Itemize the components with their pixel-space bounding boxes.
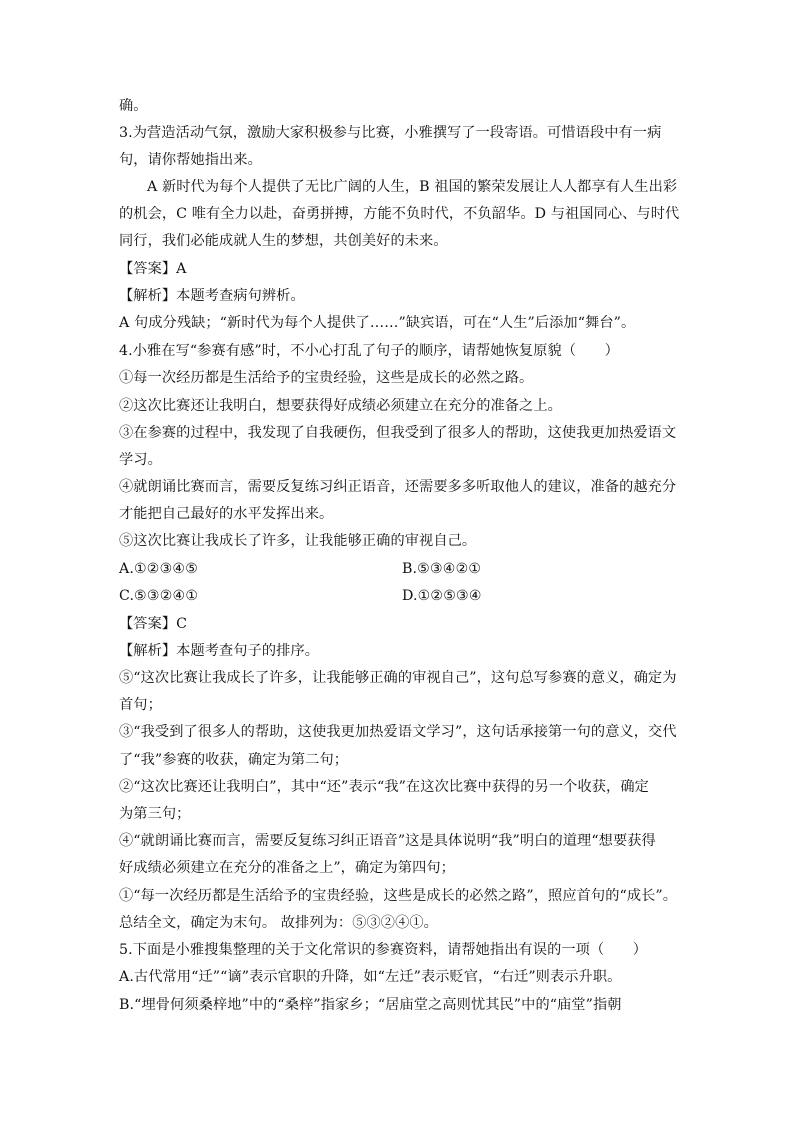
question-5-stem: 5.下面是小雅搜集整理的关于文化常识的参赛资料，请帮她指出有误的一项（ ） xyxy=(119,942,648,958)
passage-line: 的机会，C 唯有全力以赴，奋勇拼搏，方能不负时代，不负韶华。D 与祖国同心、与时代 xyxy=(119,206,680,222)
analysis-text: 好成绩必须建立在充分的准备之上”，确定为第四句； xyxy=(119,860,455,876)
option-text: B.“埋骨何须桑梓地”中的“桑梓”指家乡；“居庙堂之高则忧其民”中的“庙堂”指朝 xyxy=(119,997,622,1013)
option-a: A.①②③④⑤ xyxy=(119,561,199,577)
text-line: 句，请你帮她指出来。 xyxy=(119,152,262,168)
analysis-text: ④“就朗诵比赛而言，需要反复练习纠正语音”这是具体说明“我”明白的道理“想要获得 xyxy=(119,833,656,849)
option-row xyxy=(119,560,482,578)
question-4-stem: 4.小雅在写“参赛有感”时，不小心打乱了句子的顺序，请帮她恢复原貌（ ） xyxy=(119,343,619,359)
sentence-item: ②这次比赛还让我明白，想要获得好成绩必须建立在充分的准备之上。 xyxy=(119,398,562,414)
analysis-text: A 句成分残缺；“新时代为每个人提供了……”缺宾语，可在“人生”后添加“舞台”。 xyxy=(119,315,636,331)
analysis-text: ⑤“这次比赛让我成长了许多，让我能够正确的审视自己”，这句总写参赛的意义，确定为 xyxy=(119,670,677,686)
analysis-text: 了“我”参赛的收获，确定为第二句； xyxy=(119,752,349,768)
passage-line: A 新时代为每个人提供了无比广阔的人生，B 祖国的繁荣发展让人人都享有人生出彩 xyxy=(147,179,678,195)
option-row xyxy=(119,587,482,605)
text-line: 确。 xyxy=(119,98,148,114)
sentence-item: ⑤这次比赛让我成长了许多，让我能够正确的审视自己。 xyxy=(119,533,477,549)
sentence-item: ③在参赛的过程中，我发现了自我硬伤，但我受到了很多人的帮助，这使我更加热爱语文 xyxy=(119,425,677,441)
analysis-text: 首句； xyxy=(119,697,162,713)
option-c: C.⑤③②④① xyxy=(119,588,199,604)
option-d: D.①②⑤③④ xyxy=(402,588,482,604)
analysis-text: ①“每一次经历都是生活给予的宝贵经验，这些是成长的必然之路”，照应首句的“成长”。 xyxy=(119,888,678,904)
question-3-stem: 3.为营造活动气氛，激励大家积极参与比赛，小雅撰写了一段寄语。可惜语段中有一病 xyxy=(119,125,662,141)
sentence-item: ①每一次经历都是生活给予的宝贵经验，这些是成长的必然之路。 xyxy=(119,370,534,386)
analysis-text: 为第三句； xyxy=(119,806,191,822)
sentence-item: ④就朗诵比赛而言，需要反复练习纠正语音，还需要多多听取他人的建议，准备的越充分 xyxy=(119,479,677,495)
answer-label: 【答案】A xyxy=(119,261,187,277)
analysis-text: 总结全文，确定为末句。 故排列为：⑤③②④①。 xyxy=(119,915,438,931)
analysis-label: 【解析】本题考查病句辨析。 xyxy=(119,288,305,304)
option-text: A.古代常用“迁”“谪”表示官职的升降，如“左迁”表示贬官，“右迁”则表示升职。 xyxy=(119,969,622,985)
sentence-item: 才能把自己最好的水平发挥出来。 xyxy=(119,506,334,522)
option-b: B.⑤③④②① xyxy=(402,561,482,577)
passage-line: 同行，我们必能成就人生的梦想，共创美好的未来。 xyxy=(119,233,448,249)
analysis-text: ②“这次比赛还让我明白”，其中“还”表示“我”在这次比赛中获得的另一个收获，确定 xyxy=(119,779,649,795)
analysis-text: ③“我受到了很多人的帮助，这使我更加热爱语文学习”，这句话承接第一句的意义，交代 xyxy=(119,724,677,740)
answer-label: 【答案】C xyxy=(119,616,188,632)
sentence-item: 学习。 xyxy=(119,452,162,468)
analysis-label: 【解析】本题考查句子的排序。 xyxy=(119,643,320,659)
